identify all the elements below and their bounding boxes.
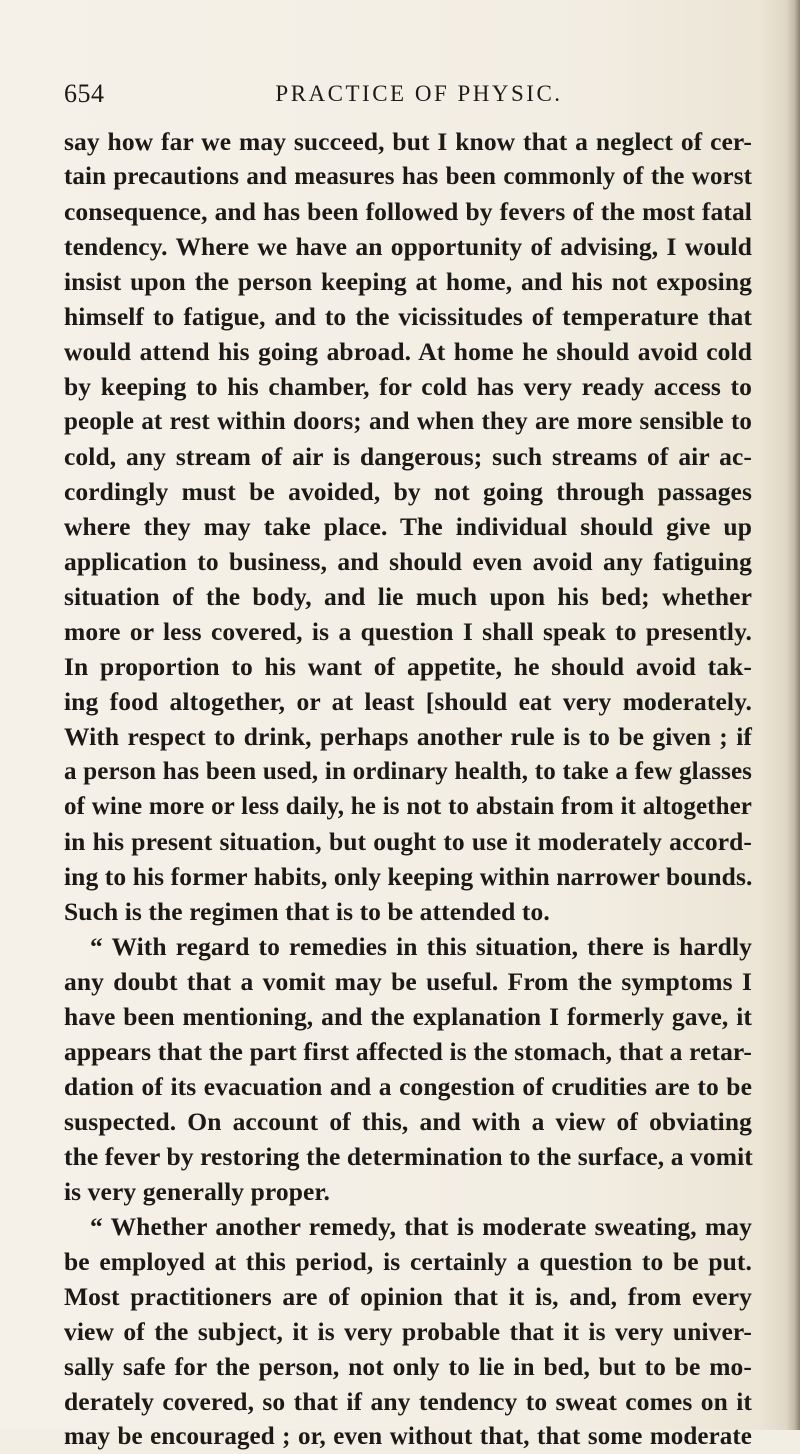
text-line: people at rest within doors; and when they are more sensible to bbox=[64, 408, 752, 435]
text-line: of wine more or less daily, he is not to abstain from it altogether bbox=[64, 793, 752, 820]
page-edge-shadow bbox=[786, 0, 800, 1430]
text-line: be employed at this period, is certainly a question to be put. bbox=[64, 1247, 752, 1276]
text-line: the fever by restoring the determination to the surface, a vomit bbox=[64, 1142, 753, 1171]
text-line: suspected. On account of this, and with a view of obviating bbox=[64, 1107, 752, 1136]
text-line: is very generally proper. bbox=[64, 1177, 330, 1206]
text-line: by keeping to his chamber, for cold has very ready access to bbox=[64, 372, 752, 401]
text-line: tendency. Where we have an opportunity of advising, I would bbox=[64, 232, 752, 261]
text-line: ing food altogether, or at least [should eat very moderately. bbox=[64, 687, 752, 716]
text-line: insist upon the person keeping at home, and his not exposing bbox=[64, 267, 752, 296]
text-line: himself to fatigue, and to the vicissitudes of temperature that bbox=[64, 302, 752, 331]
text-line: ing to his former habits, only keeping within narrower bounds. bbox=[64, 862, 753, 891]
page-number: 654 bbox=[64, 79, 105, 108]
page-header bbox=[64, 74, 744, 114]
text-line: more or less covered, is a question I shall speak to presently. bbox=[64, 617, 752, 646]
text-line: a person has been used, in ordinary health, to take a few glasses bbox=[64, 758, 752, 785]
text-line: tain precautions and measures has been commonly of the worst bbox=[64, 163, 752, 190]
text-line: Most practitioners are of opinion that it is, and, from every bbox=[64, 1282, 752, 1311]
text-line: derately covered, so that if any tendency to sweat comes on it bbox=[64, 1387, 752, 1416]
text-line: “ With regard to remedies in this situation, there is hardly bbox=[90, 932, 752, 961]
text-line: Such is the regimen that is to be attended to. bbox=[64, 897, 550, 926]
text-line: application to business, and should even avoid any fatiguing bbox=[64, 547, 752, 576]
text-line: consequence, and has been followed by fevers of the most fatal bbox=[64, 197, 752, 226]
text-line: say how far we may succeed, but I know that a neglect of cer- bbox=[64, 127, 752, 156]
text-line: cordingly must be avoided, by not going through passages bbox=[64, 477, 752, 506]
text-line: situation of the body, and lie much upon his bed; whether bbox=[64, 582, 752, 611]
text-line: view of the subject, it is very probable that it is very univer- bbox=[64, 1317, 752, 1346]
text-line: “ Whether another remedy, that is moderate sweating, may bbox=[90, 1212, 752, 1241]
text-line: cold, any stream of air is dangerous; such streams of air ac- bbox=[64, 442, 752, 471]
text-line: In proportion to his want of appetite, he should avoid tak- bbox=[64, 652, 752, 681]
running-head: PRACTICE OF PHYSIC. bbox=[275, 81, 563, 106]
text-line: in his present situation, but ought to use it moderately accord- bbox=[64, 827, 752, 856]
body-text bbox=[64, 124, 752, 1454]
text-line: appears that the part first affected is the stomach, that a retar- bbox=[64, 1037, 752, 1066]
text-line: any doubt that a vomit may be useful. From the symptoms I bbox=[64, 967, 752, 996]
text-line: where they may take place. The individual should give up bbox=[64, 512, 752, 541]
text-line: would attend his going abroad. At home he should avoid cold bbox=[64, 337, 752, 366]
text-line: dation of its evacuation and a congestion of crudities are to be bbox=[64, 1072, 752, 1101]
text-line: sally safe for the person, not only to lie in bed, but to be mo- bbox=[64, 1352, 752, 1381]
text-line: With respect to drink, perhaps another rule is to be given ; if bbox=[64, 722, 752, 751]
text-line: have been mentioning, and the explanation I formerly gave, it bbox=[64, 1002, 752, 1031]
text-line: may be encouraged ; or, even without that, that some moderate bbox=[64, 1423, 752, 1450]
